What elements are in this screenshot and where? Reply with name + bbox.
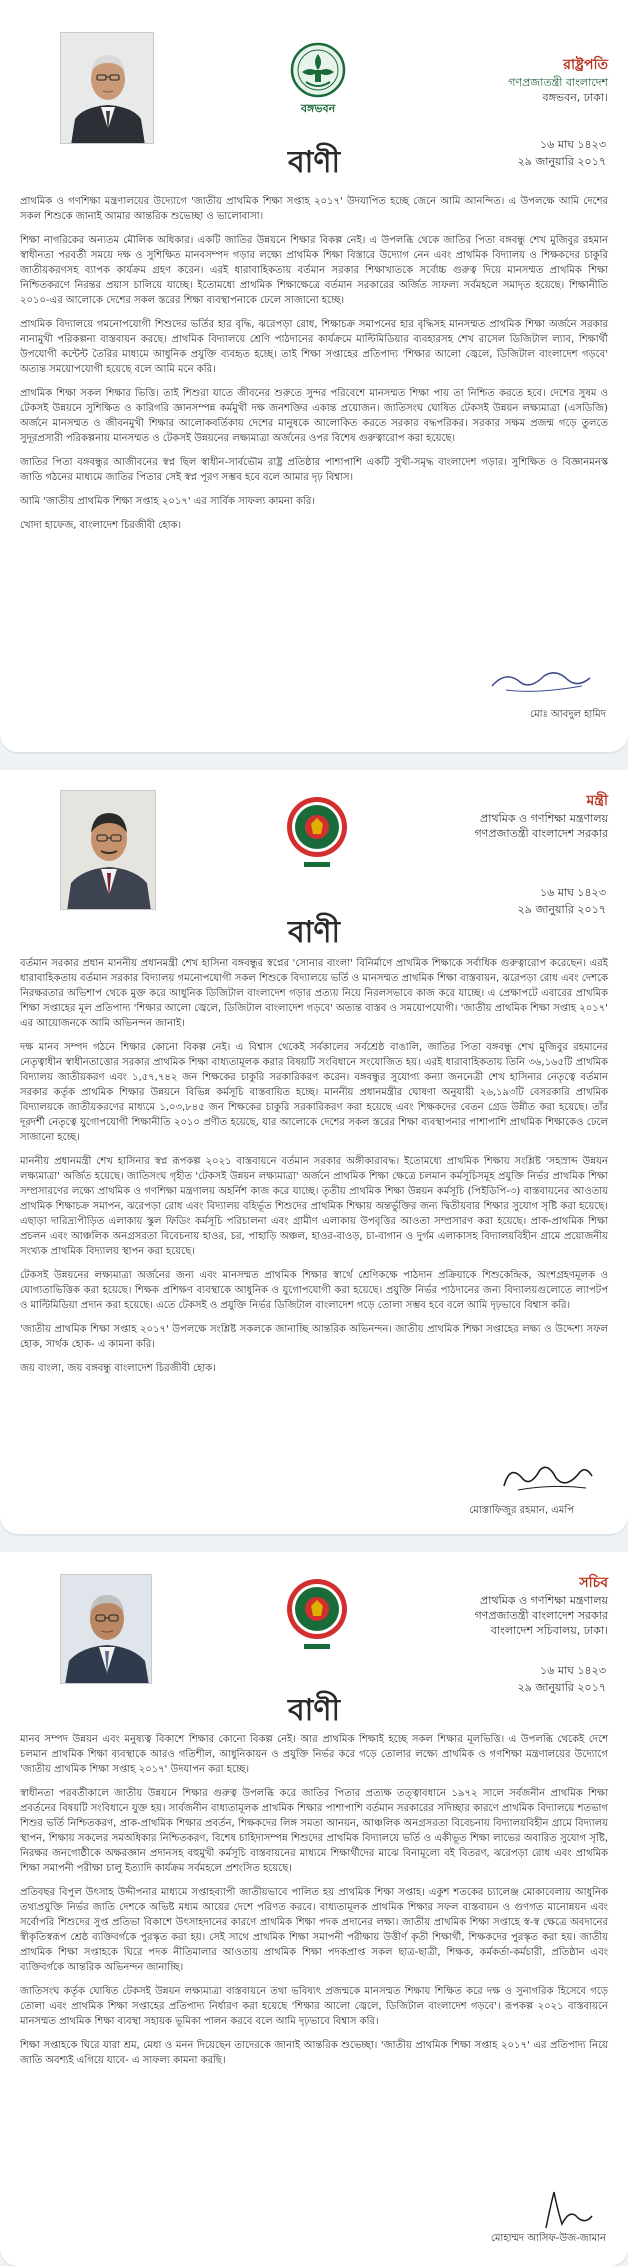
designation-block: [508, 58, 608, 105]
message-card-secretary: [0, 1552, 628, 2266]
paragraph: প্রাথমিক ও গণশিক্ষা মন্ত্রণালয়ের উদ্যোগে 'জাতীয় প্রাথমিক শিক্ষা সপ্তাহ ২০১৭' উদযাপিত হচ্ছে জেনে আমি আনন্দিত। এ উপলক্ষে আমি দেশের সকল শিশুকে জানাই আমার আন্তরিক শুভেচ্ছা ও ভালোবাসা।: [20, 196, 608, 222]
designation-line: বাংলাদেশ সচিবালয়, ঢাকা।: [490, 1624, 608, 1637]
paragraph: মাননীয় প্রধানমন্ত্রী শেখ হাসিনার স্বপ্ন রূপকল্প ২০২১ বাস্তবায়নে বর্তমান সরকার অঙ্গীকারাবদ্ধ। ইতোমধ্যে প্রাথমিক শিক্ষায় সংশ্লিষ্ট 'সহস্রাব্দ উন্নয়ন লক্ষ্যমাত্রা' অর্জিত হয়েছে। জাতিসংঘ গৃহীত 'টেকসই উন্নয়ন লক্ষ্যমাত্রা' অর্জনে প্রাথমিক শিক্ষা ক্ষেত্রে চলমান কর্মসূচিসমূহ প্রযুক্তি নির্ভর প্রাথমিক শিক্ষা সম্প্রসারণের লক্ষ্যে প্রাথমিক ও গণশিক্ষা মন্ত্রণালয় অহর্নিশ কাজ করে যাচ্ছে। তৃতীয় প্রাথমিক শিক্ষা উন্নয়ন কর্মসূচি (পিইডিপি-৩) বাস্তবায়নের আওতায় প্রাথমিক শিক্ষাচক্র সমাপন, ঝরেপড়া রোধ এবং বিদ্যালয় বহির্ভূত শিশুদের প্রাথমিক শিক্ষায় অন্তর্ভুক্তির জন্য দ্বিতীয়বার শিক্ষার সুযোগ সৃষ্টি করা হয়েছে। এছাড়া দারিদ্র্যপীড়িত এলাকায় স্কুল ফিডিং কর্মসূচি পরিচালনা এবং গ্রামীণ এলাকায় উপবৃত্তির আওতা সম্প্রসারণ করা হয়েছে। প্রাক-প্রাথমিক শিক্ষা প্রচলন এবং আঞ্চলিক অনগ্রসরতা বিবেচনায় হাওর, চর, পাহাড়ি অঞ্চল, হাওর-বাওড়, চা-বাগান ও দুর্গম এলাকাসহ বিদ্যালয়বিহীন গ্রামে প্রয়োজনীয় সংখ্যক প্রাথমিক বিদ্যালয় স্থাপন করা হয়েছে।: [20, 1156, 608, 1257]
message-card-president: [0, 0, 628, 752]
date-bengali: ১৬ মাঘ ১৪২৩: [540, 138, 606, 151]
designation-block: [474, 1576, 608, 1638]
signature-area: [406, 664, 606, 724]
message-heading: বাণী: [287, 1693, 341, 1728]
signature-area: [406, 1460, 606, 1520]
signer-name: মোহাম্মদ আসিফ-উজ-জামান: [490, 2233, 606, 2244]
date-gregorian: ২৯ জানুয়ারি ২০১৭: [517, 155, 606, 168]
paragraph: প্রতিবছর বিপুল উৎসাহ উদ্দীপনার মাধ্যমে সপ্তাহব্যাপী জাতীয়ভাবে পালিত হয় প্রাথমিক শিক্ষা সপ্তাহ। একুশ শতকের চ্যালেঞ্জ মোকাবেলায় আধুনিক তথ্যপ্রযুক্তি নির্ভর জাতি দেশকে অভিষ্ট মধ্যম আয়ের দেশে পরিণত করবে। বাধ্যতামূলক প্রাথমিক শিক্ষার সফল বাস্তবায়ন ও গুণগত মানোন্নয়ন এবং সর্বোপরি শিশুদের সুপ্ত প্রতিভা বিকাশে উৎসাহদানের কারণে প্রাথমিক শিক্ষা পদক প্রদানের লক্ষ্য। জাতীয় প্রাথমিক শিক্ষা সপ্তাহে স্ব-স্ব ক্ষেত্রে অবদানের স্বীকৃতিস্বরূপ শ্রেষ্ঠ ব্যক্তিবর্গকে পুরস্কৃত করা হয়। সেই সাথে প্রাথমিক শিক্ষা সমাপনী পরীক্ষায় উত্তীর্ণ কৃতী শিক্ষার্থী, শিক্ষকদের পুরস্কৃত করা হয়। জাতীয় প্রাথমিক শিক্ষা সপ্তাহকে ঘিরে পদক নীতিমালার আওতায় প্রাথমিক শিক্ষা পদকপ্রাপ্ত সকল ছাত্র-ছাত্রী, শিক্ষক, কর্মকর্তা-কর্মচারী, প্রতিষ্ঠান এবং ব্যক্তিবর্গকে আন্তরিক অভিনন্দন জানাচ্ছি।: [20, 1887, 608, 1973]
signer-name: মোস্তাফিজুর রহমান, এমপি: [469, 1505, 574, 1516]
handwritten-signature: [536, 2188, 596, 2232]
government-seal: [284, 794, 350, 876]
minister-portrait: [60, 790, 156, 910]
government-seal: [284, 1576, 350, 1658]
paragraph: 'জাতীয় প্রাথমিক শিক্ষা সপ্তাহ ২০১৭' উপলক্ষে সংশ্লিষ্ট সকলকে জানাচ্ছি আন্তরিক অভিনন্দন। জাতীয় প্রাথমিক শিক্ষা সপ্তাহের লক্ষ্য ও উদ্দেশ্য সফল হোক, সার্থক হোক- এ কামনা করি।: [20, 1324, 608, 1350]
designation-title: মন্ত্রী: [586, 793, 608, 809]
designation-block: [474, 794, 608, 841]
paragraph: শিক্ষা নাগরিকের অন্যতম মৌলিক অধিকার। একটি জাতির উন্নয়নে শিক্ষার বিকল্প নেই। এ উপলব্ধি থেকে জাতির পিতা বঙ্গবন্ধু শেখ মুজিবুর রহমান স্বাধীনতা পরবর্তী সময়ে দক্ষ ও সুশিক্ষিত মানবসম্পদ গড়ার লক্ষ্যে প্রাথমিক শিক্ষা বিস্তারে উদ্যোগ নেন এবং প্রাথমিক বিদ্যালয় ও শিক্ষকদের চাকুরি জাতীয়করণসহ ব্যাপক কার্যক্রম গ্রহণ করেন। এরই ধারাবাহিকতায় বর্তমান সরকার শিক্ষাখাতকে সর্বোচ্চ গুরুত্ব দিয়ে মানসম্মত প্রাথমিক শিক্ষা নিশ্চিতকরণে নিরন্তর প্রয়াস চালিয়ে যাচ্ছে। ইতোমধ্যে প্রাথমিক শিক্ষাক্ষেত্রে বর্তমান সরকারের অর্জিত সাফল্য সর্বমহলে সমাদৃত হয়েছে। শিক্ষানীতি ২০১০-এর আলোকে দেশের সকল স্তরের শিক্ষা ব্যবস্থাপনাকে ঢেলে সাজানো হচ্ছে।: [20, 235, 608, 306]
paragraph: জাতির পিতা বঙ্গবন্ধুর আজীবনের স্বপ্ন ছিল স্বাধীন-সার্বভৌম রাষ্ট্র প্রতিষ্ঠার পাশাপাশি একটি সুখী-সমৃদ্ধ বাংলাদেশ গড়ার। সুশিক্ষিত ও বিজ্ঞানমনস্ক জাতি গঠনের মাধ্যমে জাতির পিতার সেই স্বপ্ন পূরণ সম্ভব হবে বলে আমার দৃঢ় বিশ্বাস।: [20, 457, 608, 483]
designation-title: সচিব: [579, 1575, 608, 1591]
paragraph: খোদা হাফেজ, বাংলাদেশ চিরজীবী হোক।: [20, 520, 182, 531]
paragraph: জাতিসংঘ কর্তৃক ঘোষিত টেকসই উন্নয়ন লক্ষ্যমাত্রা বাস্তবায়নে তথা ভবিষ্যৎ প্রজন্মকে মানসম্মত শিক্ষায় শিক্ষিত করে দক্ষ ও সুনাগরিক হিসেবে গড়ে তোলা এবং প্রাথমিক শিক্ষা সপ্তাহের প্রতিপাদ্য নির্ধারণ করা হয়েছে 'শিক্ষার আলো জ্বেলে, ডিজিটাল বাংলাদেশ গড়বে'। রূপকল্প ২০২১ বাস্তবায়নে মানসম্মত প্রাথমিক শিক্ষা ব্যবস্থা সহায়ক ভূমিকা পালন করবে বলে আমি দৃঢ়ভাবে বিশ্বাস করি।: [20, 1986, 608, 2027]
message-body: [20, 194, 608, 542]
president-portrait: [60, 32, 154, 144]
paragraph: মানব সম্পদ উন্নয়ন এবং মনুষ্যত্ব বিকাশে শিক্ষার কোনো বিকল্প নেই। আর প্রাথমিক শিক্ষাই হচ্ছে সকল শিক্ষার মূলভিত্তি। এ উপলব্ধি থেকেই দেশে চলমান প্রাথমিক শিক্ষা ব্যবস্থাকে আরও গতিশীল, আধুনিকায়ন ও প্রযুক্তি নির্ভর করে গড়ে তোলার লক্ষ্যে প্রাথমিক ও গণশিক্ষা মন্ত্রণালয়ের উদ্যোগে 'জাতীয় প্রাথমিক শিক্ষা সপ্তাহ ২০১৭' উদযাপন করা হচ্ছে।: [20, 1734, 608, 1775]
paragraph: টেকসই উন্নয়নের লক্ষ্যমাত্রা অর্জনের জন্য এবং মানসম্মত প্রাথমিক শিক্ষার স্বার্থে শ্রেণিকক্ষে পাঠদান প্রক্রিয়াকে শিশুকেন্দ্রিক, অংশগ্রহণমূলক ও যোগ্যতাভিত্তিক করা হয়েছে। শিক্ষক প্রশিক্ষণ ব্যবস্থাকে আধুনিক ও যুগোপযোগী করা হয়েছে। প্রযুক্তি নির্ভর পাঠদানের জন্য বিদ্যালয়গুলোতে ল্যাপটপ ও মাল্টিমিডিয়া প্রদান করা হয়েছে। এতে টেকসই ও প্রযুক্তি নির্ভর ডিজিটাল বাংলাদেশ গড়ে তোলা সম্ভব হবে বলে আমি দৃঢ়ভাবে বিশ্বাস করি।: [20, 1270, 608, 1311]
paragraph: আমি 'জাতীয় প্রাথমিক শিক্ষা সপ্তাহ ২০১৭' এর সার্বিক সাফল্য কামনা করি।: [20, 496, 315, 507]
designation-line: প্রাথমিক ও গণশিক্ষা মন্ত্রণালয়: [480, 812, 608, 825]
message-body: [20, 956, 608, 1385]
bangabhaban-emblem: [288, 40, 348, 126]
paragraph: বর্তমান সরকার প্রধান মাননীয় প্রধানমন্ত্রী শেখ হাসিনা বঙ্গবন্ধুর স্বপ্নের 'সোনার বাংলা' বিনির্মাণে প্রাথমিক শিক্ষাকে সর্বাধিক গুরুত্বারোপ করেছেন। এরই ধারাবাহিকতায় বর্তমান সরকার বিদ্যালয় গমনোপযোগী সকল শিশুকে বিদ্যালয়ে ভর্তি ও মানসম্মত প্রাথমিক শিক্ষা বাস্তবায়ন, ঝরেপড়া রোধ এবং দেশকে নিরক্ষরতার অভিশাপ থেকে মুক্ত করে আধুনিক ডিজিটাল বাংলাদেশ গড়ার প্রত্যয় নিয়ে নিরলসভাবে কাজ করে যাচ্ছে। এ প্রেক্ষাপটে এবারের প্রাথমিক শিক্ষা সপ্তাহের মূল প্রতিপাদ্য 'শিক্ষার আলো জ্বেলে, ডিজিটাল বাংলাদেশ গড়বে' অত্যন্ত বাস্তব ও সময়োপযোগী। 'জাতীয় প্রাথমিক শিক্ষা সপ্তাহ ২০১৭' এর আয়োজনকে আমি অভিনন্দন জানাই।: [20, 958, 608, 1029]
signer-name: মোঃ আবদুল হামিদ: [530, 709, 606, 720]
message-heading: বাণী: [287, 915, 341, 950]
designation-line: গণপ্রজাতন্ত্রী বাংলাদেশ সরকার: [474, 1609, 608, 1622]
paragraph: প্রাথমিক বিদ্যালয়ে গমনোপযোগী শিশুদের ভর্তির হার বৃদ্ধি, ঝরেপড়া রোধ, শিক্ষাচক্র সমাপনের হার বৃদ্ধিসহ মানসম্মত প্রাথমিক শিক্ষা অর্জনে সরকার নানামুখী পরিকল্পনা বাস্তবায়ন করছে। প্রাথমিক বিদ্যালয়ে শ্রেণি পাঠদানের কার্যক্রমে মাল্টিমিডিয়ার ব্যবহারসহ শেখ রাসেল ডিজিটাল ল্যাব, শিক্ষার্থী উপযোগী কন্টেন্ট তৈরির মাধ্যমে আধুনিক প্রযুক্তি ব্যবহৃত হচ্ছে। তাই শিক্ষা সপ্তাহের প্রতিপাদ্য 'শিক্ষার আলো জ্বেলে, ডিজিটাল বাংলাদেশ গড়বে' অত্যন্ত সময়োপযোগী হয়েছে বলে আমি মনে করি।: [20, 319, 608, 375]
designation-line: বঙ্গভবন, ঢাকা।: [542, 91, 608, 104]
designation-line: গণপ্রজাতন্ত্রী বাংলাদেশ সরকার: [474, 827, 608, 840]
paragraph: প্রাথমিক শিক্ষা সকল শিক্ষার ভিত্তি। তাই শিশুরা যাতে জীবনের শুরুতে সুন্দর পরিবেশে মানসম্মত শিক্ষা পায় তা নিশ্চিত করতে হবে। দেশের সুষম ও টেকসই উন্নয়নে সুশিক্ষিত ও কারিগরি জ্ঞানসম্পন্ন কর্মমুখী দক্ষ জনশক্তির একান্ত প্রয়োজন। জাতিসংঘ ঘোষিত টেকসই উন্নয়ন লক্ষ্যমাত্রা (এসডিজি) অর্জনে মানসম্মত ও জীবনমুখী শিক্ষার আলোকবর্তিকায় দেশের মানুষকে আলোকিত করতে সরকার বদ্ধপরিকর। সরকার সক্ষম প্রজন্ম গড়ে তুলতে সুদূরপ্রসারী পরিকল্পনায় মানসম্মত ও টেকসই উন্নয়নের লক্ষ্যমাত্রা অর্জনের ওপর বিশেষ গুরুত্বারোপ করা হয়েছে।: [20, 388, 608, 444]
paragraph: দক্ষ মানব সম্পদ গঠনে শিক্ষার কোনো বিকল্প নেই। এ বিশ্বাস থেকেই সর্বকালের সর্বশ্রেষ্ঠ বাঙালি, জাতির পিতা বঙ্গবন্ধু শেখ মুজিবুর রহমানের নেতৃত্বাধীন স্বাধীনতাত্তোর সরকার প্রাথমিক শিক্ষা বাধ্যতামূলক করার বিষয়টি সংবিধানে সংযোজিত হয়। এরই ধারাবাহিকতায় তিনি ৩৬,১৬৫টি প্রাথমিক বিদ্যালয় জাতীয়করণ এবং ১,৫৭,৭৪২ জন শিক্ষকের চাকুরি সরকারিকরণ করেন। বঙ্গবন্ধুর সুযোগ্য কন্যা জননেত্রী শেখ হাসিনার নেতৃত্বে বর্তমান সরকার কর্তৃক প্রাথমিক শিক্ষার উন্নয়নে বিভিন্ন কর্মসূচি বাস্তবায়িত হচ্ছে। মাননীয় প্রধানমন্ত্রীর ঘোষণা অনুযায়ী ২৬,১৯৩টি বেসরকারি প্রাথমিক বিদ্যালয়কে জাতীয়করণের মাধ্যমে ১,০৩,৮৪৫ জন শিক্ষকের চাকুরি সরকারিকরণ করা হয়েছে এবং শিক্ষকদের বেতন গ্রেড উন্নীত করা হয়েছে। তাঁর দূরদর্শী নেতৃত্বে যুগোপযোগী শিক্ষানীতি ২০১০ প্রণীত হয়েছে, যার আলোকে দেশের সকল স্তরের শিক্ষা ব্যবস্থাপনার পাশাপাশি প্রাথমিক শিক্ষাকেও ঢেলে সাজানো হচ্ছে।: [20, 1042, 608, 1143]
handwritten-signature: [486, 664, 596, 698]
date-bengali: ১৬ মাঘ ১৪২৩: [540, 886, 606, 899]
date-bengali: ১৬ মাঘ ১৪২৩: [540, 1664, 606, 1677]
message-heading: বাণী: [287, 145, 341, 180]
paragraph: জয় বাংলা, জয় বঙ্গবন্ধু বাংলাদেশ চিরজীবী হোক।: [20, 1363, 216, 1374]
secretary-portrait: [60, 1574, 152, 1684]
emblem-caption: বঙ্গভবন: [300, 102, 336, 115]
designation-title: রাষ্ট্রপতি: [563, 57, 608, 73]
paragraph: শিক্ষা সপ্তাহকে ঘিরে যারা শ্রম, মেধা ও মনন দিয়েছেন তাদেরকে জানাই আন্তরিক শুভেচ্ছা। 'জাতীয় প্রাথমিক শিক্ষা সপ্তাহ ২০১৭' এর প্রতিপাদ্য নিয়ে জাতি অবশ্যই এগিয়ে যাবে- এ সাফল্য কামনা করছি।: [20, 2040, 608, 2066]
designation-line: গণপ্রজাতন্ত্রী বাংলাদেশ: [508, 76, 608, 89]
date-gregorian: ২৯ জানুয়ারি ২০১৭: [517, 903, 606, 916]
message-body: [20, 1732, 608, 2077]
handwritten-signature: [496, 1460, 596, 1494]
message-card-minister: [0, 770, 628, 1534]
date-gregorian: ২৯ জানুয়ারি ২০১৭: [517, 1681, 606, 1694]
paragraph: স্বাধীনতা পরবর্তীকালে জাতীয় উন্নয়নে শিক্ষার গুরুত্ব উপলব্ধি করে জাতির পিতার প্রত্যক্ষ তত্ত্বাবধানে ১৯৭২ সালে সর্বজনীন প্রাথমিক শিক্ষা প্রবর্তনের বিষয়টি সংবিধানে যুক্ত হয়। সার্বজনীন বাধ্যতামূলক প্রাথমিক শিক্ষার পাশাপাশি বর্তমান সরকারের সদিচ্ছার কারণে প্রাথমিক বিদ্যালয়ে শতভাগ শিশুর ভর্তি নিশ্চিতকরণ, প্রাক-প্রাথমিক শিক্ষার প্রবর্তন, শিক্ষকদের লিঙ্গ সমতা আনয়ন, আঞ্চলিক অনগ্রসরতা বিবেচনায় বিদ্যালয়বিহীন গ্রামে বিদ্যালয় স্থাপন, শিক্ষায় সকলের সমঅধিকার নিশ্চিতকরণ, বিশেষ চাহিদাসম্পন্ন শিশুদের প্রাথমিক বিদ্যালয়ে ভর্তি ও একীভূত শিক্ষা লাভের অবারিত সুযোগ সৃষ্টি, নিরক্ষর জনগোষ্ঠীকে অক্ষরজ্ঞান প্রদানসহ বহুমুখী কর্মসূচি বাস্তবায়নের মাধ্যমে শিক্ষার্থীদের মাঝে বিনামূল্যে বই বিতরণ, ঝরেপড়া রোধ এবং প্রাথমিক শিক্ষা সমাপনী পরীক্ষা চালু ইত্যাদি কার্যক্রম সর্বমহলে প্রশংসিত হয়েছে।: [20, 1788, 608, 1874]
designation-line: প্রাথমিক ও গণশিক্ষা মন্ত্রণালয়: [480, 1594, 608, 1607]
signature-area: [406, 2188, 606, 2248]
